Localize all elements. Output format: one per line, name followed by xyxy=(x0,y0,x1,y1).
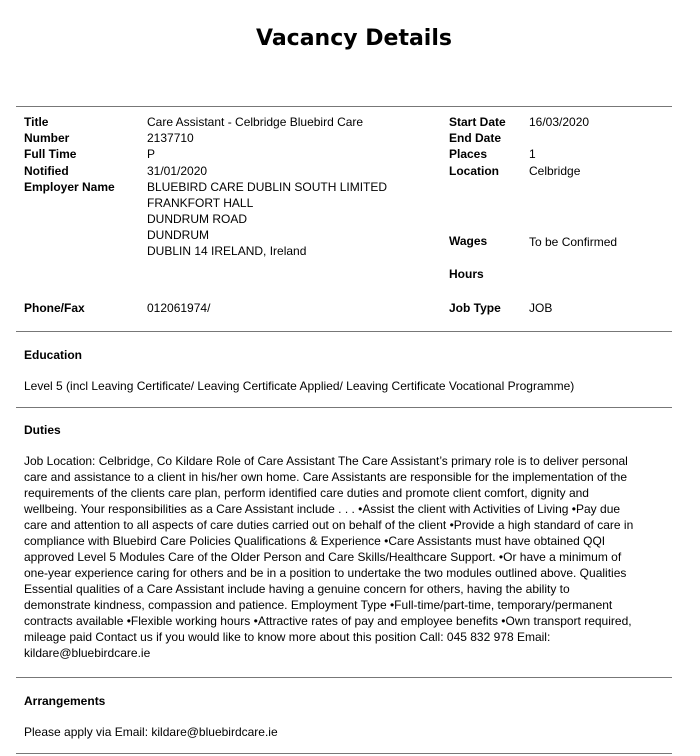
duties-line: requirements of the clients care plan, perform identified care duties and promote client comfort, dignity and xyxy=(24,486,589,500)
job-type-value: JOB xyxy=(529,301,553,315)
employer-line: FRANKFORT HALL xyxy=(147,196,254,210)
duties-line: Job Location: Celbridge, Co Kildare Role of Care Assistant The Care Assistant’s primary role is to deliver personal xyxy=(24,454,628,468)
divider xyxy=(16,677,672,678)
number-label: Number xyxy=(24,131,70,145)
divider xyxy=(16,331,672,332)
duties-line: compliance with Bluebird Care Policies Qualifications & Experience •Care Assistants must have obtained QQI xyxy=(24,534,606,548)
divider xyxy=(16,106,672,107)
employer-line: DUNDRUM ROAD xyxy=(147,212,247,226)
duties-line: wellbeing. Your responsibilities as a Care Assistant include . . . •Assist the client with Activities of Living •Pay due xyxy=(24,502,621,516)
hours-label: Hours xyxy=(449,267,484,281)
arrangements-text: Please apply via Email: kildare@bluebirdcare.ie xyxy=(24,725,278,739)
title-value: Care Assistant - Celbridge Bluebird Care xyxy=(147,115,364,129)
fulltime-label: Full Time xyxy=(24,147,77,161)
phone-value: 012061974/ xyxy=(147,301,211,315)
wages-label: Wages xyxy=(449,234,488,248)
places-value: 1 xyxy=(529,147,536,161)
employer-line: DUBLIN 14 IRELAND, Ireland xyxy=(147,244,307,258)
duties-line: Essential qualities of a Care Assistant include having a genuine concern for others, having the ability to xyxy=(24,582,570,596)
arrangements-heading: Arrangements xyxy=(24,694,106,708)
page-title: Vacancy Details xyxy=(256,26,452,51)
education-text: Level 5 (incl Leaving Certificate/ Leaving Certificate Applied/ Leaving Certificate Vocational Programme) xyxy=(24,379,575,393)
duties-line: contracts available •Flexible working hours •Attractive rates of pay and employee benefits •Own transport required, xyxy=(24,614,632,628)
location-value: Celbridge xyxy=(529,164,581,178)
notified-label: Notified xyxy=(24,164,69,178)
duties-line: kildare@bluebirdcare.ie xyxy=(24,646,151,660)
fulltime-value: P xyxy=(147,147,156,161)
employer-line: DUNDRUM xyxy=(147,228,209,242)
phone-label: Phone/Fax xyxy=(24,301,85,315)
divider xyxy=(16,753,672,754)
location-label: Location xyxy=(449,164,499,178)
number-value: 2137710 xyxy=(147,131,194,145)
job-type-label: Job Type xyxy=(449,301,501,315)
duties-line: mileage paid Contact us if you would like to know more about this position Call: 045 832 978 Email: xyxy=(24,630,551,644)
education-heading: Education xyxy=(24,348,83,362)
start-date-value: 16/03/2020 xyxy=(529,115,590,129)
start-date-label: Start Date xyxy=(449,115,506,129)
duties-line: demonstrate kindness, compassion and patience. Employment Type •Full-time/part-time, temporary/permanent xyxy=(24,598,613,612)
duties-heading: Duties xyxy=(24,423,61,437)
wages-value: To be Confirmed xyxy=(529,235,618,249)
duties-line: approved Level 5 Modules Care of the Older Person and Care Skills/Healthcare Support. •Or have a minimum of xyxy=(24,550,622,564)
title-label: Title xyxy=(24,115,49,129)
duties-line: care and assistance to a client in his/her own home. Care Assistants are responsible for the implementation of the xyxy=(24,470,627,484)
divider xyxy=(16,407,672,408)
notified-value: 31/01/2020 xyxy=(147,164,208,178)
end-date-label: End Date xyxy=(449,131,502,145)
duties-text xyxy=(24,453,674,661)
duties-line: one-year experience caring for others and be in a position to undertake the two modules outlined above. Qualities xyxy=(24,566,627,580)
employer-line: BLUEBIRD CARE DUBLIN SOUTH LIMITED xyxy=(147,180,388,194)
duties-line: care and attention to all aspects of care duties carried out on behalf of the client •Provide a high standard of care in xyxy=(24,518,634,532)
employer-label: Employer Name xyxy=(24,180,115,194)
places-label: Places xyxy=(449,147,488,161)
